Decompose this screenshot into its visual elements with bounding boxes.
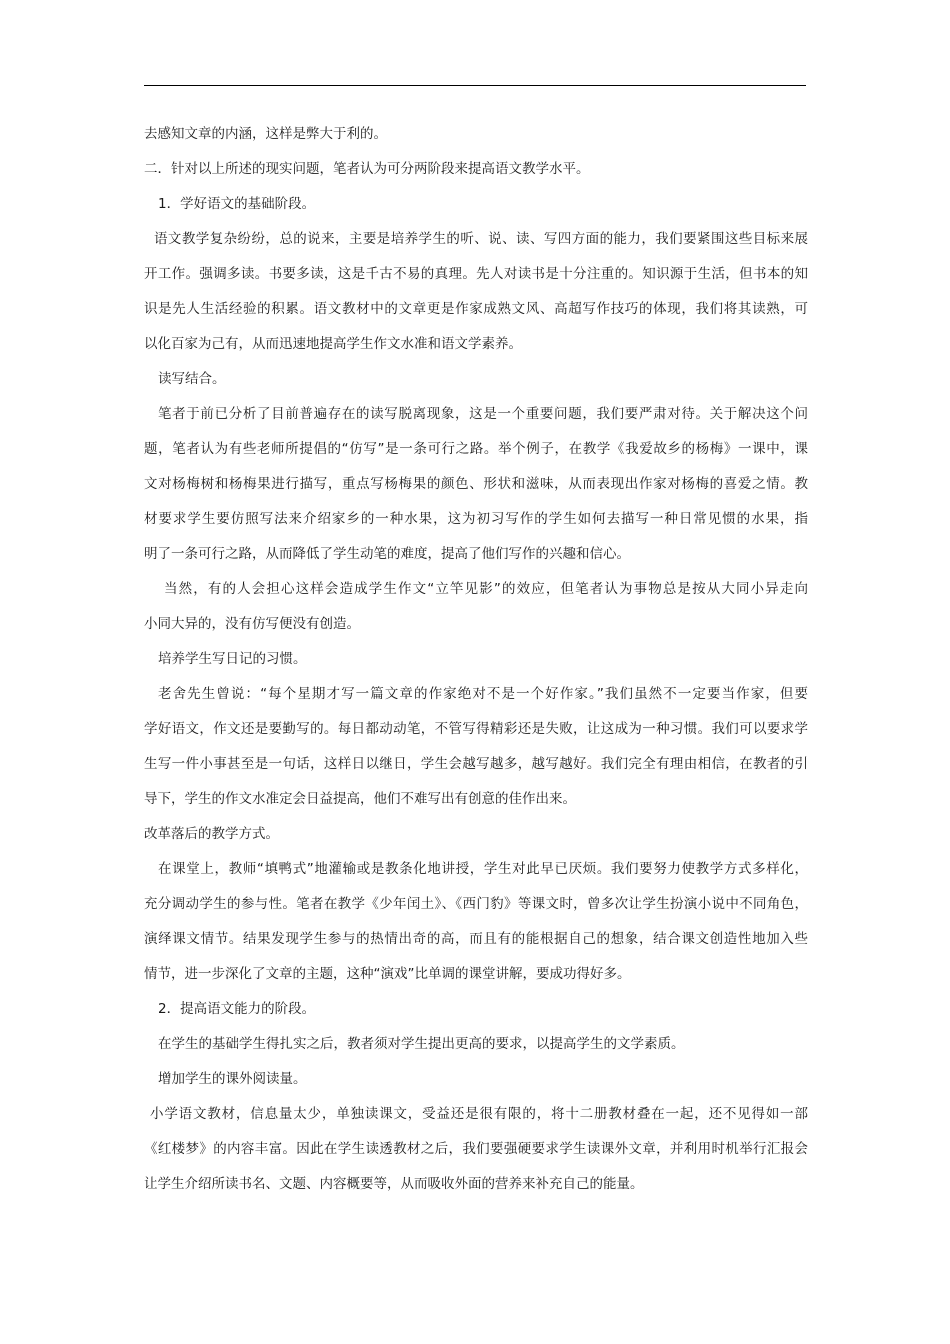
text-line: 文对杨梅树和杨梅果进行描写，重点写杨梅果的颜色、形状和滋味，从而表现出作家对杨梅的喜爱之情。教 [144, 476, 808, 492]
text-line: 让学生介绍所读书名、文题、内容概要等，从而吸收外面的营养来补充自己的能量。 [144, 1176, 644, 1192]
text-line: 题，笔者认为有些老师所提倡的“仿写”是一条可行之路。举个例子，在教学《我爱故乡的杨梅》一课中，课 [144, 441, 808, 457]
text-line: 明了一条可行之路，从而降低了学生动笔的难度，提高了他们写作的兴趣和信心。 [144, 546, 630, 562]
topic-heading: 增加学生的课外阅读量。 [158, 1071, 307, 1087]
text-line: 在学生的基础学生得扎实之后，教者须对学生提出更高的要求，以提高学生的文学素质。 [158, 1036, 685, 1052]
text-line: 以化百家为己有，从而迅速地提高学生作文水准和语文学素养。 [144, 336, 522, 352]
text-line: 当然，有的人会担心这样会造成学生作文“立竿见影”的效应，但笔者认为事物总是按从大同小异走向 [164, 581, 808, 597]
text-line: 《红楼梦》的内容丰富。因此在学生读透教材之后，我们要强硬要求学生读课外文章，并利用时机举行汇报会 [144, 1141, 808, 1157]
text-line: 演绎课文情节。结果发现学生参与的热情出奇的高，而且有的能根据自己的想象，结合课文创造性地加入些 [144, 931, 808, 947]
topic-heading: 改革落后的教学方式。 [144, 826, 279, 842]
text-line: 生写一件小事甚至是一句话，这样日以继日，学生会越写越多，越写越好。我们完全有理由相信，在教者的引 [144, 756, 808, 772]
text-line: 开工作。强调多读。书要多读，这是千古不易的真理。先人对读书是十分注重的。知识源于生活，但书本的知 [144, 266, 808, 282]
text-line: 学好语文，作文还是要勤写的。每日都动动笔，不管写得精彩还是失败，让这成为一种习惯。我们可以要求学 [144, 721, 808, 737]
text-line: 小同大异的，没有仿写便没有创造。 [144, 616, 360, 632]
text-line: 在课堂上，教师“填鸭式”地灌输或是教条化地讲授，学生对此早已厌烦。我们要努力使教学方式多样化， [158, 861, 808, 877]
header-rule [144, 85, 806, 86]
subsection-heading: 2．提高语文能力的阶段。 [158, 1001, 316, 1017]
text-line: 语文教学复杂纷纷，总的说来，主要是培养学生的听、说、读、写四方面的能力，我们要紧围这些目标来展 [154, 231, 808, 247]
text-line: 去感知文章的内涵，这样是弊大于利的。 [144, 126, 387, 142]
text-line: 充分调动学生的参与性。笔者在教学《少年闰土》、《西门豹》等课文时，曾多次让学生扮演小说中不同角色， [144, 896, 808, 912]
topic-heading: 读写结合。 [158, 371, 226, 387]
text-line: 识是先人生活经验的积累。语文教材中的文章更是作家成熟文风、高超写作技巧的体现，我们将其读熟，可 [144, 301, 808, 317]
text-line: 材要求学生要仿照写法来介绍家乡的一种水果，这为初习写作的学生如何去描写一种日常见惯的水果，指 [144, 511, 808, 527]
subsection-heading: 1．学好语文的基础阶段。 [158, 196, 316, 212]
text-line: 老舍先生曾说：“每个星期才写一篇文章的作家绝对不是一个好作家。”我们虽然不一定要当作家，但要 [158, 686, 808, 702]
text-line: 导下，学生的作文水准定会日益提高，他们不难写出有创意的佳作出来。 [144, 791, 576, 807]
text-line: 情节，进一步深化了文章的主题，这种“演戏”比单调的课堂讲解，要成功得好多。 [144, 966, 631, 982]
text-line: 笔者于前已分析了目前普遍存在的读写脱离现象，这是一个重要问题，我们要严肃对待。关于解决这个问 [158, 406, 808, 422]
document-body [144, 117, 808, 1202]
section-heading: 二．针对以上所述的现实问题，笔者认为可分两阶段来提高语文教学水平。 [144, 161, 590, 177]
topic-heading: 培养学生写日记的习惯。 [158, 651, 307, 667]
text-line: 小学语文教材，信息量太少，单独读课文，受益还是很有限的，将十二册教材叠在一起，还不见得如一部 [150, 1106, 808, 1122]
